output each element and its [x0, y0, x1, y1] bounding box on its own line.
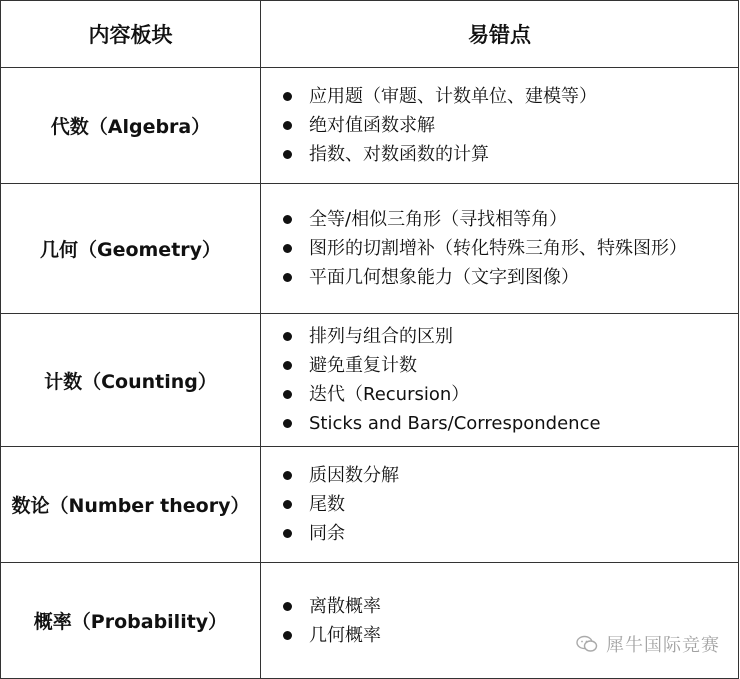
point-text: 绝对值函数求解 [309, 115, 435, 136]
list-item [283, 351, 738, 380]
table-row [1, 184, 739, 314]
list-item [283, 234, 738, 263]
table-header-row [1, 1, 739, 68]
points-cell [261, 563, 739, 679]
topic-cell: 概率（Probability） [1, 563, 261, 679]
list-item [283, 322, 738, 351]
point-text: 质因数分解 [309, 465, 399, 486]
point-text: 排列与组合的区别 [309, 326, 453, 347]
list-item [283, 111, 738, 140]
points-cell [261, 314, 739, 447]
table-row [1, 447, 739, 563]
point-text: 图形的切割增补（转化特殊三角形、特殊图形） [309, 238, 687, 259]
topic-cell: 数论（Number theory） [1, 447, 261, 563]
bullet-icon [283, 273, 292, 282]
list-item [283, 263, 738, 292]
point-text: 同余 [309, 523, 345, 544]
table-row [1, 563, 739, 679]
wechat-logo-icon [576, 635, 598, 653]
points-list [283, 322, 738, 438]
list-item [283, 592, 738, 621]
list-item [283, 205, 738, 234]
point-text: 离散概率 [309, 595, 381, 617]
list-item [283, 461, 738, 490]
bullet-icon [283, 602, 292, 611]
bullet-icon [283, 121, 292, 130]
bullet-icon [283, 631, 292, 640]
bullet-icon [283, 500, 292, 509]
bullet-icon [283, 92, 292, 101]
list-item [283, 519, 738, 548]
bullet-icon [283, 419, 292, 428]
bullet-icon [283, 150, 292, 159]
point-text: 应用题（审题、计数单位、建模等） [309, 86, 597, 107]
topic-cell: 代数（Algebra） [1, 68, 261, 184]
list-item [283, 82, 738, 111]
point-text: 指数、对数函数的计算 [309, 144, 489, 165]
list-item [283, 490, 738, 519]
points-cell [261, 184, 739, 314]
point-text: 平面几何想象能力（文字到图像） [309, 267, 579, 288]
bullet-icon [283, 361, 292, 370]
bullet-icon [283, 244, 292, 253]
point-text: 全等/相似三角形（寻找相等角） [309, 209, 568, 230]
points-list [283, 205, 738, 292]
bullet-icon [283, 390, 292, 399]
list-item [283, 380, 738, 409]
watermark [576, 631, 720, 657]
point-text: Sticks and Bars/Correspondence [309, 413, 601, 434]
watermark-text: 犀牛国际竞赛 [606, 635, 720, 656]
list-item [283, 409, 738, 438]
points-cell [261, 447, 739, 563]
points-list [283, 461, 738, 548]
point-text: 尾数 [309, 494, 345, 515]
point-text: 避免重复计数 [309, 355, 417, 376]
point-text: 迭代（Recursion） [309, 384, 470, 405]
points-cell [261, 68, 739, 184]
table-row [1, 314, 739, 447]
point-text: 几何概率 [309, 624, 381, 646]
header-content-block: 内容板块 [1, 1, 261, 68]
bullet-icon [283, 332, 292, 341]
bullet-icon [283, 215, 292, 224]
bullet-icon [283, 529, 292, 538]
points-list [283, 82, 738, 169]
header-error-points: 易错点 [261, 1, 739, 68]
bullet-icon [283, 471, 292, 480]
list-item [283, 140, 738, 169]
topic-cell: 计数（Counting） [1, 314, 261, 447]
table-row [1, 68, 739, 184]
topic-cell: 几何（Geometry） [1, 184, 261, 314]
